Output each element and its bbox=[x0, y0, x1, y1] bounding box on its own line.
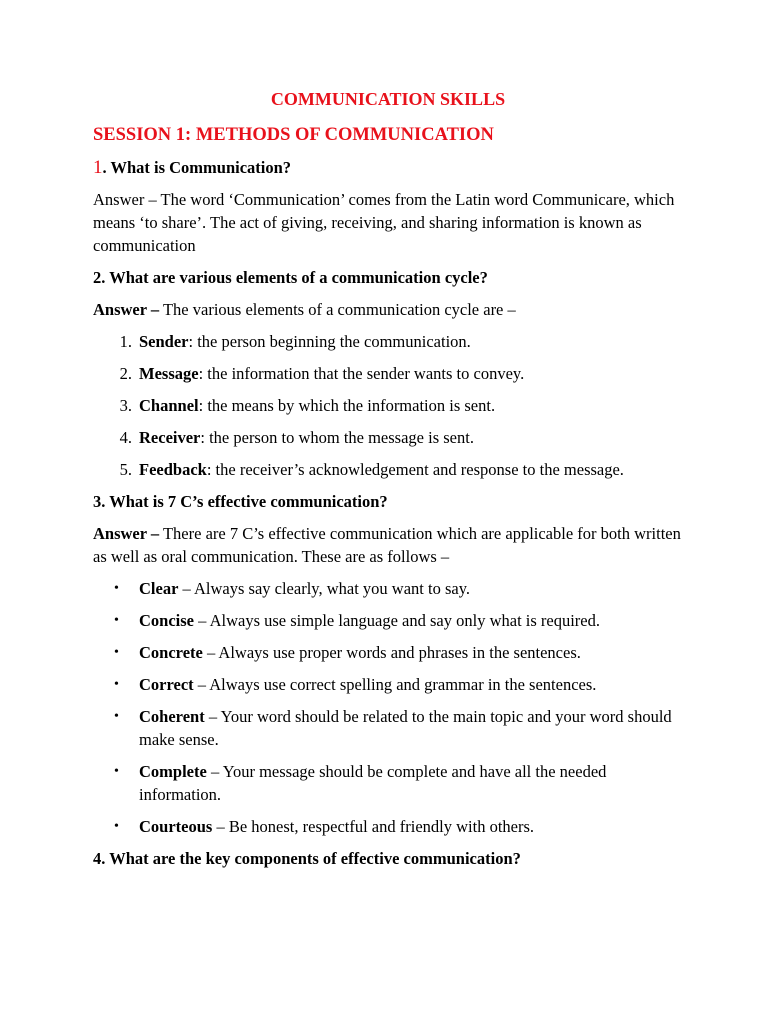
bullet-icon: • bbox=[114, 764, 119, 779]
bullet-icon: • bbox=[114, 645, 119, 660]
element-term: Feedback bbox=[139, 460, 207, 479]
answer-2 bbox=[93, 298, 683, 321]
bullet-icon: • bbox=[114, 819, 119, 834]
bullet-icon: • bbox=[114, 709, 119, 724]
element-term: Channel bbox=[139, 396, 199, 415]
answer-2-label: Answer – bbox=[93, 300, 160, 319]
session-heading: SESSION 1: METHODS OF COMMUNICATION bbox=[93, 125, 494, 145]
list-number: 2. bbox=[119, 364, 132, 383]
element-desc: : the person to whom the message is sent. bbox=[200, 428, 474, 447]
list-item bbox=[93, 705, 683, 751]
question-4: 4. What are the key components of effective communication? bbox=[93, 849, 521, 868]
question-3: 3. What is 7 C’s effective communication? bbox=[93, 492, 388, 511]
list-item bbox=[93, 673, 683, 696]
c-desc: – Always say clearly, what you want to say. bbox=[178, 579, 470, 598]
list-item bbox=[93, 394, 683, 417]
c-term: Courteous bbox=[139, 817, 213, 836]
answer-1: Answer – The word ‘Communication’ comes from the Latin word Communicare, which means ‘to share’. The act of giving, receiving, and sharing information is known as communication bbox=[93, 190, 675, 255]
c-term: Clear bbox=[139, 579, 179, 598]
element-term: Message bbox=[139, 364, 199, 383]
element-term: Receiver bbox=[139, 428, 201, 447]
c-term: Complete bbox=[139, 762, 207, 781]
list-item bbox=[93, 760, 683, 806]
c-term: Concise bbox=[139, 611, 194, 630]
answer-3-text: There are 7 C’s effective communication which are applicable for both written as well as oral communication. These are as follows – bbox=[93, 524, 681, 566]
elements-list bbox=[93, 330, 683, 481]
question-1 bbox=[93, 156, 683, 179]
list-item bbox=[93, 641, 683, 664]
bullet-icon: • bbox=[114, 613, 119, 628]
bullet-icon: • bbox=[114, 677, 119, 692]
c-desc: – Always use simple language and say only what is required. bbox=[194, 611, 600, 630]
list-item bbox=[93, 458, 683, 481]
answer-2-text: The various elements of a communication cycle are – bbox=[159, 300, 516, 319]
list-item bbox=[93, 609, 683, 632]
list-item bbox=[93, 330, 683, 353]
element-term: Sender bbox=[139, 332, 189, 351]
question-2: 2. What are various elements of a communication cycle? bbox=[93, 268, 488, 287]
list-item bbox=[93, 362, 683, 385]
question-1-text: . What is Communication? bbox=[102, 158, 292, 177]
seven-cs-list bbox=[93, 577, 683, 838]
c-term: Coherent bbox=[139, 707, 205, 726]
list-number: 5. bbox=[119, 460, 132, 479]
list-item bbox=[93, 577, 683, 600]
question-1-number: 1 bbox=[93, 157, 103, 178]
c-term: Concrete bbox=[139, 643, 203, 662]
c-desc: – Your message should be complete and have all the needed information. bbox=[139, 762, 607, 804]
c-desc: – Always use proper words and phrases in the sentences. bbox=[202, 643, 581, 662]
document-content bbox=[93, 86, 683, 879]
element-desc: : the person beginning the communication. bbox=[188, 332, 471, 351]
answer-3-label: Answer – bbox=[93, 524, 160, 543]
list-number: 4. bbox=[119, 428, 132, 447]
answer-3 bbox=[93, 522, 683, 568]
c-term: Correct bbox=[139, 675, 194, 694]
element-desc: : the receiver’s acknowledgement and response to the message. bbox=[206, 460, 624, 479]
c-desc: – Always use correct spelling and grammar in the sentences. bbox=[193, 675, 597, 694]
list-item bbox=[93, 426, 683, 449]
list-number: 3. bbox=[119, 396, 132, 415]
c-desc: – Your word should be related to the main topic and your word should make sense. bbox=[139, 707, 672, 749]
list-number: 1. bbox=[119, 332, 132, 351]
document-title: COMMUNICATION SKILLS bbox=[270, 89, 506, 109]
c-desc: – Be honest, respectful and friendly with others. bbox=[212, 817, 535, 836]
element-desc: : the means by which the information is sent. bbox=[198, 396, 496, 415]
element-desc: : the information that the sender wants to convey. bbox=[198, 364, 525, 383]
list-item bbox=[93, 815, 683, 838]
bullet-icon: • bbox=[114, 581, 119, 596]
